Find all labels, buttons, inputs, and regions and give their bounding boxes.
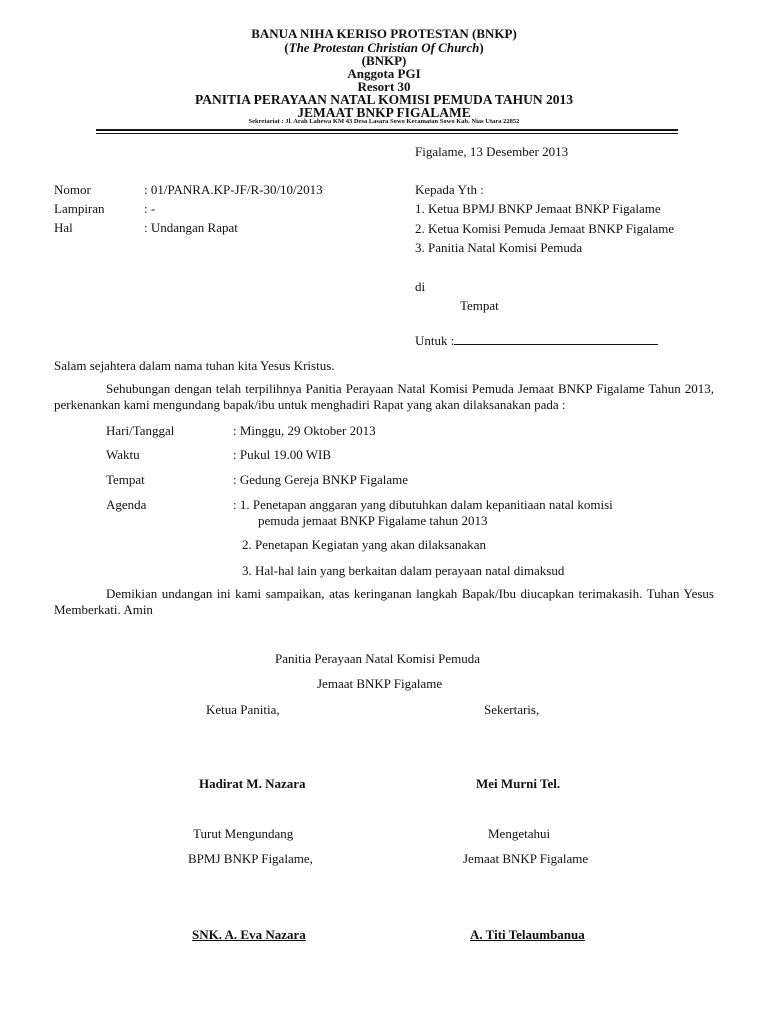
greeting: Salam sejahtera dalam nama tuhan kita Yesus Kristus.: [54, 358, 335, 373]
mengetahui-org: Jemaat BNKP Figalame: [463, 851, 589, 866]
org-abbr: (BNKP): [361, 53, 407, 68]
recipient-item-2: 2. Ketua Komisi Pemuda Jemaat BNKP Figalame: [415, 221, 675, 236]
untuk-label: Untuk :: [415, 333, 455, 348]
untuk-blank-line: [454, 333, 658, 345]
org-english-open: (: [284, 40, 289, 55]
org-english-close: ): [479, 40, 484, 55]
meta-value-lampiran: : -: [144, 201, 156, 216]
agenda-item-1: : 1. Penetapan anggaran yang dibutuhkan dalam kepanitiaan natal komisi: [233, 497, 613, 512]
resort-line: Resort 30: [357, 79, 411, 94]
org-name: BANUA NIHA KERISO PROTESTAN (BNKP): [251, 26, 517, 41]
turut-mengundang-name: SNK. A. Eva Nazara: [192, 927, 306, 942]
date-line: Figalame, 13 Desember 2013: [415, 144, 569, 159]
turut-mengundang-org: BPMJ BNKP Figalame,: [188, 851, 313, 866]
ketua-title: Ketua Panitia,: [206, 702, 280, 717]
recipient-tempat: Tempat: [460, 298, 499, 313]
agenda-label: Agenda: [106, 497, 147, 512]
secretariat-address: Sekretariat : Jl. Arah Lahewa KM 43 Desa Lasara Sowo Kecamatan Sowo Kab. Nias Utara 22852: [248, 118, 520, 125]
closing-paragraph: Demikian undangan ini kami sampaikan, atas keringanan langkah Bapak/Ibu diucapkan terimakasih. Tuhan Yesus Memberkati. Amin: [54, 586, 714, 617]
committee-sign-line-2: Jemaat BNKP Figalame: [317, 676, 443, 691]
agenda-item-2: 2. Penetapan Kegiatan yang akan dilaksanakan: [242, 537, 487, 552]
org-english-text: The Protestan Christian Of Church: [288, 40, 480, 55]
meta-value-hal: : Undangan Rapat: [144, 220, 238, 235]
recipient-item-1: 1. Ketua BPMJ BNKP Jemaat BNKP Figalame: [415, 201, 661, 216]
sekretaris-name: Mei Murni Tel.: [476, 776, 561, 791]
header-rule-thick: [96, 129, 678, 131]
recipient-di: di: [415, 279, 426, 294]
sekretaris-title: Sekertaris,: [484, 702, 540, 717]
member-line: Anggota PGI: [347, 66, 421, 81]
recipient-untuk: [415, 333, 658, 349]
detail-label-tempat: Tempat: [106, 472, 145, 487]
turut-mengundang-label: Turut Mengundang: [193, 826, 294, 841]
recipient-item-3: 3. Panitia Natal Komisi Pemuda: [415, 240, 583, 255]
recipient-kepada: Kepada Yth :: [415, 182, 484, 197]
committee-sign-line-1: Panitia Perayaan Natal Komisi Pemuda: [275, 651, 481, 666]
meta-label-hal: Hal: [54, 220, 73, 235]
congregation-title: JEMAAT BNKP FIGALAME: [297, 105, 471, 120]
detail-label-waktu: Waktu: [106, 447, 140, 462]
mengetahui-label: Mengetahui: [488, 826, 551, 841]
ketua-name: Hadirat M. Nazara: [199, 776, 306, 791]
header-rule-thin: [96, 133, 678, 134]
mengetahui-name: A. Titi Telaumbanua: [470, 927, 585, 942]
detail-value-tempat: : Gedung Gereja BNKP Figalame: [233, 472, 408, 487]
agenda-item-1-cont: pemuda jemaat BNKP Figalame tahun 2013: [258, 513, 488, 528]
detail-label-hari: Hari/Tanggal: [106, 423, 175, 438]
meta-value-nomor: : 01/PANRA.KP-JF/R-30/10/2013: [144, 182, 323, 197]
intro-paragraph: Sehubungan dengan telah terpilihnya Panitia Perayaan Natal Komisi Pemuda Jemaat BNKP Figalame Tahun 2013, perkenankan kami mengundang bapak/ibu untuk menghadiri Rapat yang akan dilaksanakan pada :: [54, 381, 714, 412]
detail-value-waktu: : Pukul 19.00 WIB: [233, 447, 331, 462]
meta-label-nomor: Nomor: [54, 182, 91, 197]
agenda-item-3: 3. Hal-hal lain yang berkaitan dalam perayaan natal dimaksud: [242, 563, 565, 578]
meta-label-lampiran: Lampiran: [54, 201, 105, 216]
detail-value-hari: : Minggu, 29 Oktober 2013: [233, 423, 376, 438]
committee-title: PANITIA PERAYAAN NATAL KOMISI PEMUDA TAHUN 2013: [194, 92, 574, 107]
